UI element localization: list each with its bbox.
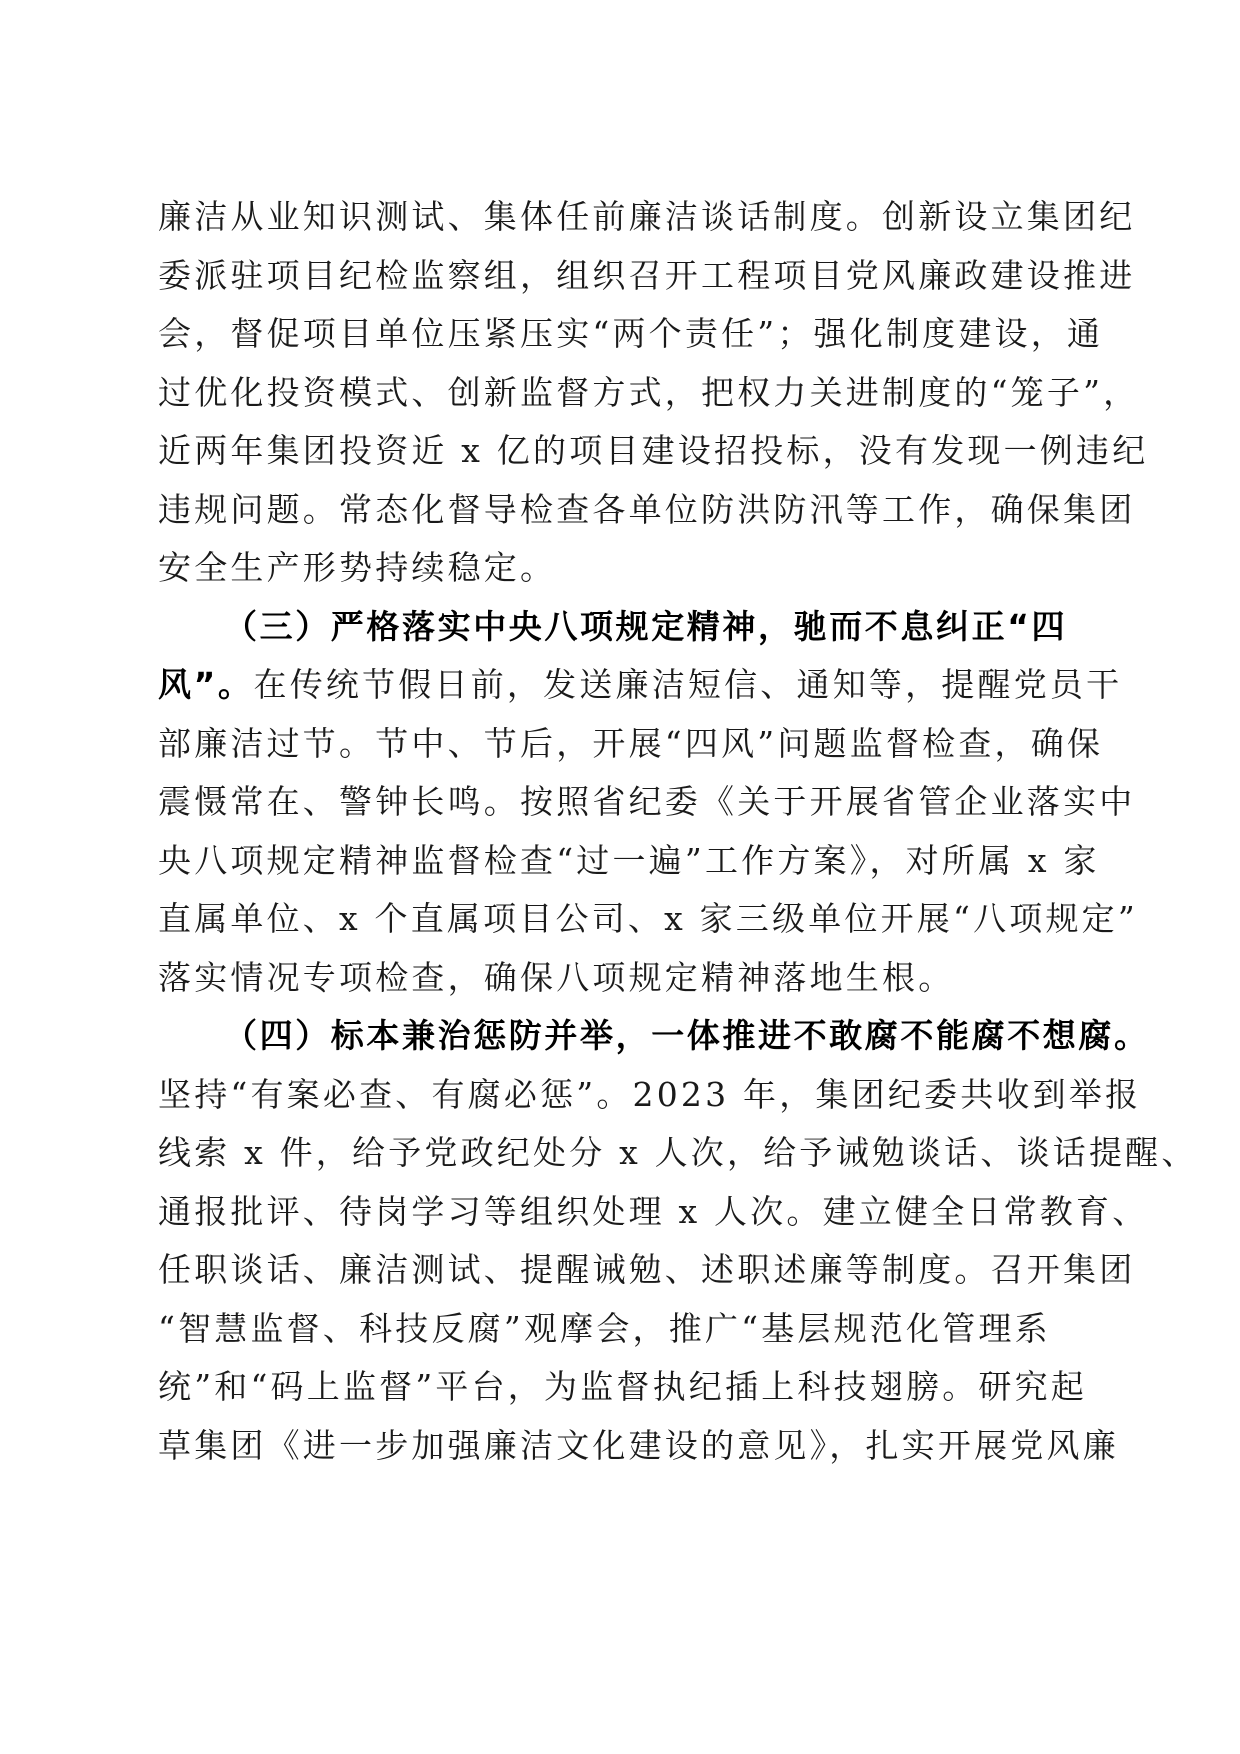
text-line bbox=[158, 656, 1123, 715]
text-line: 过优化投资模式、创新监督方式，把权力关进制度的“笼子”， bbox=[158, 372, 1140, 412]
section-heading-4: （四）标本兼治惩防并举，一体推进不敢腐不能腐不想腐。 bbox=[224, 1016, 1150, 1055]
text-line: 任职谈话、廉洁测试、提醒诫勉、述职述廉等制度。召开集团 bbox=[158, 1250, 1136, 1289]
section-heading-3: （三）严格落实中央八项规定精神，驰而不息纠正“四 bbox=[224, 606, 1068, 646]
document-body bbox=[158, 188, 1198, 1475]
text-line: 通报批评、待岗学习等组织处理 x 人次。建立健全日常教育、 bbox=[158, 1191, 1149, 1231]
text-line: 央八项规定精神监督检查“过一遍”工作方案》，对所属 x 家 bbox=[158, 840, 1100, 880]
text-line: 坚持“有案必查、有腐必惩”。2023 年，集团纪委共收到举报 bbox=[158, 1074, 1142, 1114]
text-line: “智慧监督、科技反腐”观摩会，推广“基层规范化管理系 bbox=[158, 1308, 1051, 1348]
text-line: 草集团《进一步加强廉洁文化建设的意见》，扎实开展党风廉 bbox=[158, 1425, 1119, 1465]
text-line: 统”和“码上监督”平台，为监督执纪插上科技翅膀。研究起 bbox=[158, 1367, 1088, 1406]
text-line: 落实情况专项检查，确保八项规定精神落地生根。 bbox=[158, 957, 955, 997]
text-line: 线索 x 件，给予党政纪处分 x 人次，给予诫勉谈话、谈话提醒、 bbox=[158, 1133, 1198, 1172]
text-line: 震慑常在、警钟长鸣。按照省纪委《关于开展省管企业落实中 bbox=[158, 782, 1136, 821]
text-line: 廉洁从业知识测试、集体任前廉洁谈话制度。创新设立集团纪 bbox=[158, 197, 1136, 236]
section-heading-3-tail: 风”。 bbox=[158, 665, 254, 704]
text-line: 近两年集团投资近 x 亿的项目建设招投标，没有发现一例违纪 bbox=[158, 431, 1149, 470]
text-line: 安全生产形势持续稳定。 bbox=[158, 548, 557, 587]
text-line: 委派驻项目纪检监察组，组织召开工程项目党风廉政建设推进 bbox=[158, 255, 1136, 295]
text-line: 直属单位、x 个直属项目公司、x 家三级单位开展“八项规定” bbox=[158, 899, 1138, 938]
text-line: 违规问题。常态化督导检查各单位防洪防汛等工作，确保集团 bbox=[158, 489, 1136, 529]
text-line: 会，督促项目单位压紧压实“两个责任”；强化制度建设，通 bbox=[158, 314, 1104, 353]
paragraph-section-3 bbox=[158, 598, 1138, 1008]
paragraph-section-4 bbox=[158, 1007, 1198, 1475]
text-line-rest: 在传统节假日前，发送廉洁短信、通知等，提醒党员干 bbox=[253, 665, 1123, 704]
paragraph-continuation bbox=[158, 188, 1149, 598]
text-line: 部廉洁过节。节中、节后，开展“四风”问题监督检查，确保 bbox=[158, 723, 1104, 763]
